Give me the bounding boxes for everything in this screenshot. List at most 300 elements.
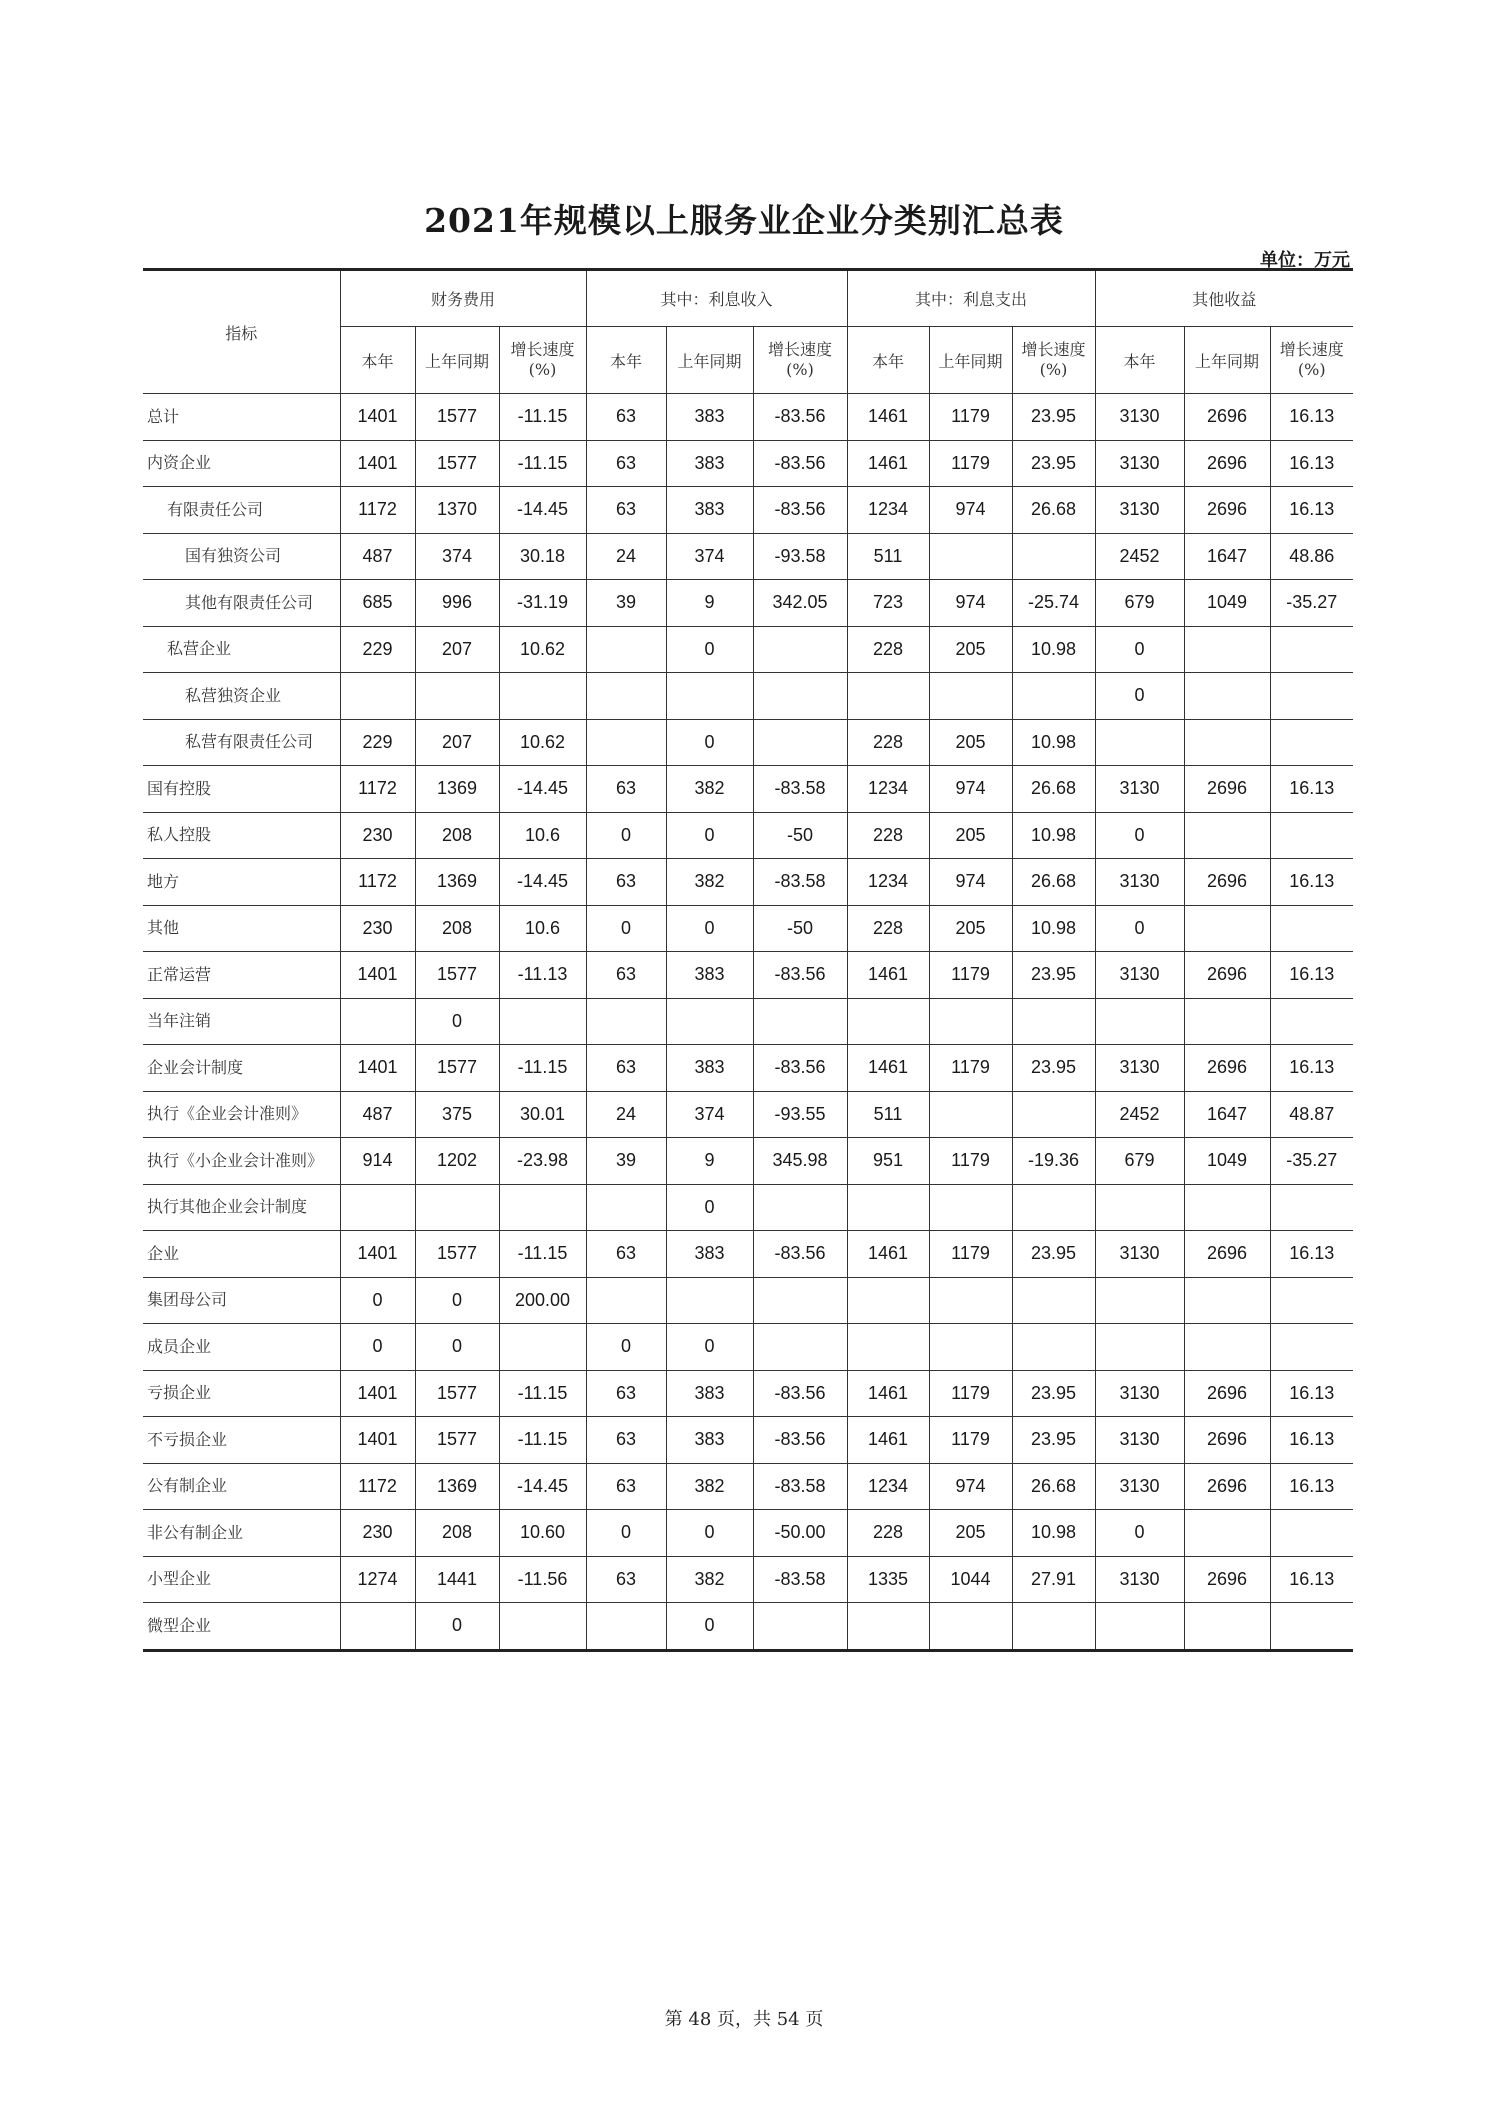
cell-finance-cost-current: 1401 [340,394,415,441]
row-label: 集团母公司 [143,1277,340,1324]
subheader-last-year: 上年同期 [1184,327,1270,394]
cell-other-income-current: 3130 [1095,952,1184,999]
cell-finance-cost-last-year: 1577 [415,1045,499,1092]
cell-interest-income-growth: -83.56 [753,1045,847,1092]
cell-interest-income-growth [753,719,847,766]
cell-interest-expense-last-year: 205 [929,905,1012,952]
row-label: 亏损企业 [143,1370,340,1417]
cell-interest-expense-current: 1234 [847,766,929,813]
cell-finance-cost-current: 1401 [340,1231,415,1278]
cell-other-income-current: 0 [1095,626,1184,673]
cell-interest-income-growth: -83.58 [753,1556,847,1603]
cell-interest-expense-last-year: 1179 [929,952,1012,999]
cell-other-income-current: 3130 [1095,766,1184,813]
cell-finance-cost-growth: -11.15 [499,1231,586,1278]
cell-interest-expense-current: 228 [847,812,929,859]
cell-finance-cost-growth: -11.15 [499,1417,586,1464]
table-row [143,1324,1353,1371]
cell-other-income-last-year: 1049 [1184,1138,1270,1185]
cell-other-income-current [1095,1324,1184,1371]
cell-finance-cost-last-year: 1369 [415,1463,499,1510]
cell-interest-income-current: 63 [586,1417,666,1464]
row-label: 内资企业 [143,440,340,487]
cell-other-income-last-year: 1647 [1184,1091,1270,1138]
cell-finance-cost-growth: -23.98 [499,1138,586,1185]
cell-finance-cost-current: 487 [340,533,415,580]
cell-other-income-current: 3130 [1095,487,1184,534]
cell-interest-expense-current: 1461 [847,1370,929,1417]
cell-interest-income-growth: -83.56 [753,952,847,999]
table-row [143,533,1353,580]
cell-finance-cost-current: 230 [340,905,415,952]
cell-finance-cost-last-year: 375 [415,1091,499,1138]
cell-interest-income-last-year: 374 [666,533,753,580]
cell-interest-expense-last-year [929,533,1012,580]
cell-other-income-current: 679 [1095,1138,1184,1185]
cell-other-income-last-year [1184,626,1270,673]
cell-other-income-growth: 16.13 [1270,952,1353,999]
cell-interest-expense-growth: 10.98 [1012,1510,1095,1557]
cell-interest-income-current [586,719,666,766]
cell-interest-income-growth: -83.56 [753,440,847,487]
cell-interest-income-last-year: 383 [666,1045,753,1092]
table-row [143,1091,1353,1138]
cell-finance-cost-current: 487 [340,1091,415,1138]
cell-interest-expense-growth [1012,1603,1095,1651]
cell-interest-expense-last-year: 1179 [929,1045,1012,1092]
cell-other-income-last-year: 2696 [1184,1463,1270,1510]
cell-other-income-current: 0 [1095,1510,1184,1557]
growth-rate-unit: (%) [786,360,814,379]
cell-other-income-growth [1270,1324,1353,1371]
cell-finance-cost-last-year: 1441 [415,1556,499,1603]
growth-rate-label: 增长速度 [767,340,832,359]
cell-finance-cost-current: 1401 [340,1370,415,1417]
cell-other-income-growth [1270,905,1353,952]
row-label: 地方 [143,859,340,906]
cell-interest-expense-current: 1461 [847,952,929,999]
cell-interest-expense-current: 1461 [847,1045,929,1092]
cell-finance-cost-growth: 10.60 [499,1510,586,1557]
cell-other-income-growth: 16.13 [1270,859,1353,906]
cell-other-income-growth: -35.27 [1270,580,1353,627]
cell-interest-expense-growth: -19.36 [1012,1138,1095,1185]
cell-interest-expense-current [847,1277,929,1324]
cell-other-income-last-year [1184,1277,1270,1324]
growth-rate-label: 增长速度 [510,340,575,359]
row-label: 其他有限责任公司 [143,580,340,627]
index-column-header: 指标 [143,270,340,394]
table-row [143,1510,1353,1557]
cell-finance-cost-growth: 10.6 [499,905,586,952]
table-row [143,998,1353,1045]
cell-interest-income-last-year: 374 [666,1091,753,1138]
table-row [143,673,1353,720]
cell-finance-cost-last-year: 1369 [415,859,499,906]
cell-interest-expense-current: 228 [847,1510,929,1557]
cell-finance-cost-growth: -11.15 [499,394,586,441]
cell-finance-cost-last-year: 0 [415,998,499,1045]
cell-finance-cost-current: 230 [340,812,415,859]
cell-finance-cost-last-year: 1577 [415,394,499,441]
cell-other-income-current: 3130 [1095,1556,1184,1603]
cell-interest-income-last-year: 0 [666,1184,753,1231]
cell-finance-cost-growth [499,998,586,1045]
cell-interest-expense-current: 1461 [847,440,929,487]
cell-interest-expense-growth: 23.95 [1012,440,1095,487]
cell-finance-cost-current [340,673,415,720]
cell-other-income-current: 679 [1095,580,1184,627]
table-body [143,394,1353,1651]
cell-other-income-growth: 16.13 [1270,440,1353,487]
cell-finance-cost-growth [499,1184,586,1231]
cell-interest-expense-last-year [929,998,1012,1045]
cell-finance-cost-current: 229 [340,719,415,766]
cell-interest-income-current: 63 [586,766,666,813]
row-label: 成员企业 [143,1324,340,1371]
cell-interest-expense-growth: 23.95 [1012,1231,1095,1278]
cell-other-income-growth [1270,1277,1353,1324]
cell-interest-expense-growth: 26.68 [1012,859,1095,906]
cell-interest-expense-last-year: 205 [929,812,1012,859]
cell-finance-cost-last-year: 208 [415,905,499,952]
cell-finance-cost-growth: -14.45 [499,1463,586,1510]
cell-interest-income-current: 0 [586,1510,666,1557]
cell-interest-expense-current [847,673,929,720]
table-row [143,440,1353,487]
cell-other-income-growth [1270,1603,1353,1651]
cell-interest-expense-current: 1335 [847,1556,929,1603]
cell-interest-expense-last-year [929,1184,1012,1231]
cell-interest-income-growth [753,626,847,673]
cell-finance-cost-last-year: 1577 [415,1370,499,1417]
cell-finance-cost-growth: 30.18 [499,533,586,580]
table-row [143,952,1353,999]
cell-other-income-last-year: 2696 [1184,1417,1270,1464]
cell-finance-cost-last-year: 1370 [415,487,499,534]
cell-interest-expense-current: 228 [847,626,929,673]
cell-other-income-growth: 48.86 [1270,533,1353,580]
cell-interest-expense-current [847,1184,929,1231]
cell-interest-income-last-year [666,673,753,720]
table-row [143,905,1353,952]
cell-interest-income-current: 63 [586,1556,666,1603]
cell-interest-income-last-year [666,1277,753,1324]
cell-finance-cost-last-year: 374 [415,533,499,580]
cell-finance-cost-current: 0 [340,1277,415,1324]
cell-interest-expense-last-year: 1179 [929,1138,1012,1185]
cell-interest-expense-growth [1012,533,1095,580]
subheader-last-year: 上年同期 [415,327,499,394]
cell-interest-income-current: 63 [586,440,666,487]
row-label: 执行其他企业会计制度 [143,1184,340,1231]
row-label: 企业 [143,1231,340,1278]
row-label: 私营独资企业 [143,673,340,720]
cell-interest-expense-last-year [929,1324,1012,1371]
cell-interest-expense-current: 1461 [847,1231,929,1278]
cell-interest-expense-growth [1012,1091,1095,1138]
cell-interest-income-growth [753,1324,847,1371]
cell-interest-income-last-year: 0 [666,1603,753,1651]
header-row-groups [143,270,1353,327]
growth-rate-label: 增长速度 [1279,340,1344,359]
cell-interest-income-last-year: 0 [666,1510,753,1557]
subheader-growth-rate [1270,327,1353,394]
cell-interest-expense-current [847,1324,929,1371]
cell-other-income-last-year [1184,1324,1270,1371]
cell-interest-income-current: 63 [586,394,666,441]
cell-interest-income-last-year: 0 [666,719,753,766]
cell-interest-income-growth: -93.58 [753,533,847,580]
page-title: 2021年规模以上服务业企业分类别汇总表 [424,201,1064,240]
cell-interest-income-growth: -50 [753,905,847,952]
cell-interest-expense-last-year [929,1603,1012,1651]
cell-interest-expense-growth: -25.74 [1012,580,1095,627]
cell-finance-cost-last-year: 208 [415,812,499,859]
subheader-growth-rate [499,327,586,394]
cell-interest-expense-growth: 26.68 [1012,1463,1095,1510]
cell-finance-cost-growth: 200.00 [499,1277,586,1324]
cell-interest-expense-growth: 23.95 [1012,1417,1095,1464]
cell-finance-cost-current: 1172 [340,1463,415,1510]
cell-interest-expense-last-year: 974 [929,580,1012,627]
table-row [143,1045,1353,1092]
cell-interest-income-growth: -83.56 [753,487,847,534]
cell-interest-income-growth: -93.55 [753,1091,847,1138]
cell-finance-cost-last-year: 1577 [415,952,499,999]
table-row [143,1277,1353,1324]
cell-interest-income-current: 0 [586,812,666,859]
row-label: 当年注销 [143,998,340,1045]
cell-finance-cost-last-year: 208 [415,1510,499,1557]
cell-interest-income-current: 63 [586,1370,666,1417]
table-row [143,1603,1353,1651]
cell-other-income-current: 0 [1095,905,1184,952]
table-row [143,487,1353,534]
row-label: 公有制企业 [143,1463,340,1510]
cell-other-income-last-year: 2696 [1184,1045,1270,1092]
cell-other-income-growth [1270,1510,1353,1557]
cell-other-income-last-year [1184,719,1270,766]
table-header [143,270,1353,394]
cell-interest-expense-growth: 23.95 [1012,1045,1095,1092]
row-label: 不亏损企业 [143,1417,340,1464]
cell-finance-cost-growth: -11.56 [499,1556,586,1603]
growth-rate-unit: (%) [528,360,557,379]
cell-other-income-last-year: 2696 [1184,1370,1270,1417]
cell-finance-cost-growth: 10.62 [499,719,586,766]
cell-interest-income-last-year: 9 [666,580,753,627]
cell-interest-expense-current: 228 [847,719,929,766]
cell-other-income-current: 3130 [1095,859,1184,906]
cell-interest-income-last-year [666,998,753,1045]
cell-finance-cost-current: 914 [340,1138,415,1185]
cell-finance-cost-current: 229 [340,626,415,673]
cell-finance-cost-growth: 10.62 [499,626,586,673]
cell-interest-income-last-year: 383 [666,952,753,999]
cell-interest-income-growth [753,1603,847,1651]
cell-interest-income-current [586,673,666,720]
cell-other-income-last-year [1184,905,1270,952]
cell-interest-income-current: 0 [586,1324,666,1371]
cell-interest-income-last-year: 382 [666,859,753,906]
group-header-finance-cost: 财务费用 [340,270,586,327]
row-label: 私人控股 [143,812,340,859]
unit-label: 单位：万元 [1260,250,1350,271]
growth-rate-unit: (%) [1297,360,1326,379]
cell-interest-income-current: 24 [586,1091,666,1138]
cell-finance-cost-current: 1401 [340,1417,415,1464]
cell-other-income-current: 2452 [1095,1091,1184,1138]
cell-interest-income-growth: -83.56 [753,1231,847,1278]
cell-interest-income-last-year: 383 [666,487,753,534]
cell-interest-expense-current [847,1603,929,1651]
cell-other-income-growth: 48.87 [1270,1091,1353,1138]
cell-finance-cost-current: 1401 [340,952,415,999]
cell-other-income-growth [1270,673,1353,720]
group-header-other-income: 其他收益 [1095,270,1353,327]
cell-finance-cost-current: 1401 [340,440,415,487]
cell-interest-expense-growth: 10.98 [1012,905,1095,952]
cell-finance-cost-current: 685 [340,580,415,627]
cell-interest-income-growth: -83.58 [753,859,847,906]
cell-interest-income-growth: -83.58 [753,766,847,813]
cell-interest-expense-current: 1234 [847,859,929,906]
cell-finance-cost-growth [499,673,586,720]
cell-other-income-growth [1270,719,1353,766]
cell-interest-income-growth: -83.56 [753,394,847,441]
subheader-last-year: 上年同期 [929,327,1012,394]
cell-finance-cost-current [340,1603,415,1651]
cell-interest-expense-growth: 23.95 [1012,394,1095,441]
cell-interest-expense-last-year: 1179 [929,1231,1012,1278]
row-label: 执行《小企业会计准则》 [143,1138,340,1185]
cell-interest-income-last-year: 382 [666,1556,753,1603]
cell-other-income-current [1095,998,1184,1045]
cell-finance-cost-last-year: 207 [415,719,499,766]
table-row [143,1463,1353,1510]
cell-finance-cost-growth: -14.45 [499,487,586,534]
cell-other-income-last-year: 2696 [1184,487,1270,534]
cell-interest-income-last-year: 383 [666,1370,753,1417]
subheader-current-year: 本年 [1095,327,1184,394]
cell-finance-cost-last-year: 1202 [415,1138,499,1185]
cell-other-income-current: 3130 [1095,1231,1184,1278]
cell-other-income-growth: 16.13 [1270,1231,1353,1278]
cell-other-income-last-year: 2696 [1184,440,1270,487]
cell-interest-expense-current: 1461 [847,1417,929,1464]
cell-other-income-last-year: 2696 [1184,1556,1270,1603]
cell-interest-income-growth: -83.58 [753,1463,847,1510]
cell-finance-cost-current: 230 [340,1510,415,1557]
cell-other-income-growth: 16.13 [1270,766,1353,813]
cell-finance-cost-last-year: 0 [415,1277,499,1324]
cell-other-income-last-year: 1647 [1184,533,1270,580]
cell-interest-income-growth: -50 [753,812,847,859]
table-row [143,719,1353,766]
cell-other-income-current [1095,719,1184,766]
cell-interest-expense-growth [1012,1184,1095,1231]
table-row [143,394,1353,441]
cell-interest-income-last-year: 382 [666,766,753,813]
cell-finance-cost-growth: -14.45 [499,859,586,906]
cell-interest-expense-current: 1234 [847,1463,929,1510]
cell-other-income-growth: 16.13 [1270,394,1353,441]
cell-other-income-last-year: 2696 [1184,394,1270,441]
cell-other-income-last-year: 1049 [1184,580,1270,627]
cell-interest-expense-current: 511 [847,1091,929,1138]
cell-finance-cost-growth: 30.01 [499,1091,586,1138]
cell-interest-expense-last-year: 205 [929,1510,1012,1557]
cell-finance-cost-last-year [415,1184,499,1231]
table-row [143,859,1353,906]
cell-finance-cost-growth: -11.15 [499,1370,586,1417]
cell-interest-expense-current: 1461 [847,394,929,441]
subheader-growth-rate [1012,327,1095,394]
cell-interest-income-current [586,1603,666,1651]
cell-finance-cost-current: 1401 [340,1045,415,1092]
cell-other-income-growth [1270,998,1353,1045]
cell-other-income-current: 3130 [1095,1370,1184,1417]
cell-other-income-growth: 16.13 [1270,1463,1353,1510]
cell-interest-expense-current: 951 [847,1138,929,1185]
cell-interest-income-last-year: 382 [666,1463,753,1510]
cell-interest-income-current: 63 [586,487,666,534]
cell-interest-expense-last-year: 1179 [929,440,1012,487]
cell-finance-cost-growth: -31.19 [499,580,586,627]
cell-interest-expense-last-year: 974 [929,487,1012,534]
cell-other-income-last-year [1184,1603,1270,1651]
cell-finance-cost-current: 1172 [340,487,415,534]
cell-other-income-current [1095,1277,1184,1324]
cell-interest-expense-last-year: 974 [929,1463,1012,1510]
cell-interest-expense-last-year: 1179 [929,394,1012,441]
table-row [143,626,1353,673]
cell-interest-expense-growth [1012,673,1095,720]
subheader-current-year: 本年 [847,327,929,394]
row-label: 有限责任公司 [143,487,340,534]
cell-interest-income-current: 63 [586,859,666,906]
row-label: 私营有限责任公司 [143,719,340,766]
subheader-current-year: 本年 [586,327,666,394]
cell-interest-income-last-year: 0 [666,905,753,952]
cell-interest-income-current: 63 [586,1231,666,1278]
table-row [143,1370,1353,1417]
subheader-last-year: 上年同期 [666,327,753,394]
cell-interest-income-current: 24 [586,533,666,580]
cell-other-income-growth: 16.13 [1270,1370,1353,1417]
row-label: 总计 [143,394,340,441]
cell-interest-expense-last-year: 974 [929,766,1012,813]
growth-rate-label: 增长速度 [1021,340,1086,359]
cell-interest-expense-last-year: 1179 [929,1370,1012,1417]
table-row [143,812,1353,859]
table-row [143,1184,1353,1231]
cell-other-income-current: 3130 [1095,1045,1184,1092]
cell-interest-income-current: 39 [586,1138,666,1185]
cell-interest-expense-last-year: 205 [929,626,1012,673]
summary-table [143,268,1353,1652]
cell-interest-income-last-year: 0 [666,626,753,673]
cell-interest-expense-current: 1234 [847,487,929,534]
cell-finance-cost-last-year [415,673,499,720]
cell-finance-cost-current [340,998,415,1045]
cell-finance-cost-growth: -11.15 [499,440,586,487]
cell-other-income-current [1095,1603,1184,1651]
cell-interest-expense-growth: 23.95 [1012,952,1095,999]
cell-finance-cost-growth [499,1324,586,1371]
cell-interest-income-current: 63 [586,1463,666,1510]
